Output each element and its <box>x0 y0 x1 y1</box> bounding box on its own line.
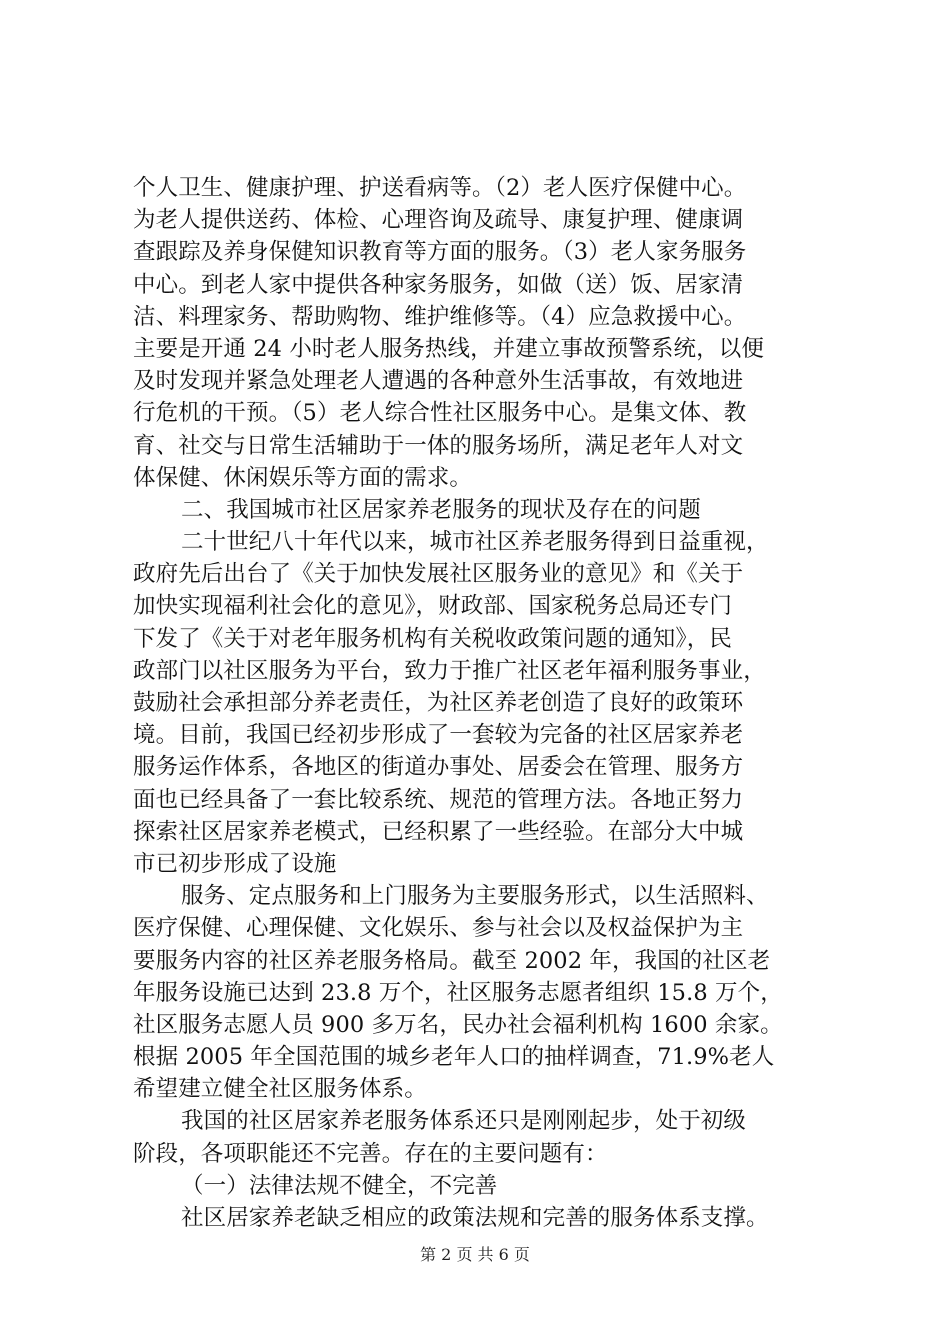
text-line: 查跟踪及养身保健知识教育等方面的服务。（3）老人家务服务 <box>133 239 747 266</box>
text-line: 及时发现并紧急处理老人遭遇的各种意外生活事故，有效地进 <box>133 368 744 395</box>
text-line: 社区居家养老缺乏相应的政策法规和完善的服务体系支撑。 <box>181 1205 769 1231</box>
text-line: 主要是开通 24 小时老人服务热线，并建立事故预警系统，以便 <box>133 335 764 362</box>
text-line: 服务、定点服务和上门服务为主要服务形式，以生活照料、 <box>181 883 769 910</box>
text-line: 中心。到老人家中提供各种家务服务，如做（送）饭、居家清 <box>133 271 744 298</box>
text-line: 社区服务志愿人员 900 多万名，民办社会福利机构 1600 余家。 <box>133 1011 783 1038</box>
text-line: 境。目前，我国已经初步形成了一套较为完备的社区居家养老 <box>133 722 744 749</box>
text-line: 为老人提供送药、体检、心理咨询及疏导、康复护理、健康调 <box>133 207 744 234</box>
text-line: 下发了《关于对老年服务机构有关税收政策问题的通知》，民 <box>133 625 732 652</box>
text-line: 育、社交与日常生活辅助于一体的服务场所，满足老年人对文 <box>133 432 744 459</box>
text-line: 医疗保健、心理保健、文化娱乐、参与社会以及权益保护为主 <box>133 915 744 942</box>
body-text <box>133 172 845 1234</box>
text-line: 阶段，各项职能还不完善。存在的主要问题有： <box>133 1140 608 1167</box>
text-line: （一）法律法规不健全，不完善 <box>181 1172 498 1199</box>
text-line: 鼓励社会承担部分养老责任，为社区养老创造了良好的政策环 <box>133 690 744 716</box>
text-line: 年服务设施已达到 23.8 万个，社区服务志愿者组织 15.8 万个， <box>133 979 783 1006</box>
text-line: 要服务内容的社区养老服务格局。截至 2002 年，我国的社区老 <box>133 947 771 974</box>
text-line: 行危机的干预。（5）老人综合性社区服务中心。是集文体、教 <box>133 400 747 427</box>
text-line: 政部门以社区服务为平台，致力于推广社区老年福利服务事业， <box>133 657 766 684</box>
text-line: 面也已经具备了一套比较系统、规范的管理方法。各地正努力 <box>133 786 744 813</box>
text-line: 服务运作体系，各地区的街道办事处、居委会在管理、服务方 <box>133 754 744 781</box>
text-line: 个人卫生、健康护理、护送看病等。（2）老人医疗保健中心。 <box>133 175 747 201</box>
text-line: 政府先后出台了《关于加快发展社区服务业的意见》和《关于 <box>133 561 744 588</box>
text-line: 希望建立健全社区服务体系。 <box>133 1076 427 1103</box>
text-line: 体保健、休闲娱乐等方面的需求。 <box>133 464 473 491</box>
text-line: 二、我国城市社区居家养老服务的现状及存在的问题 <box>181 496 701 523</box>
text-line: 洁、料理家务、帮助购物、维护维修等。（4）应急救援中心。 <box>133 303 747 330</box>
text-line: 二十世纪八十年代以来，城市社区养老服务得到日益重视， <box>181 529 769 556</box>
text-line: 我国的社区居家养老服务体系还只是刚刚起步，处于初级 <box>181 1108 747 1135</box>
text-line: 探索社区居家养老模式，已经积累了一些经验。在部分大中城 <box>133 818 744 845</box>
text-line: 加快实现福利社会化的意见》，财政部、国家税务总局还专门 <box>133 593 732 620</box>
text-line: 根据 2005 年全国范围的城乡老年人口的抽样调查，71.9%老人 <box>133 1044 775 1071</box>
text-line: 市已初步形成了设施 <box>133 850 337 877</box>
page-footer: 第 2 页 共 6 页 <box>420 1245 530 1264</box>
